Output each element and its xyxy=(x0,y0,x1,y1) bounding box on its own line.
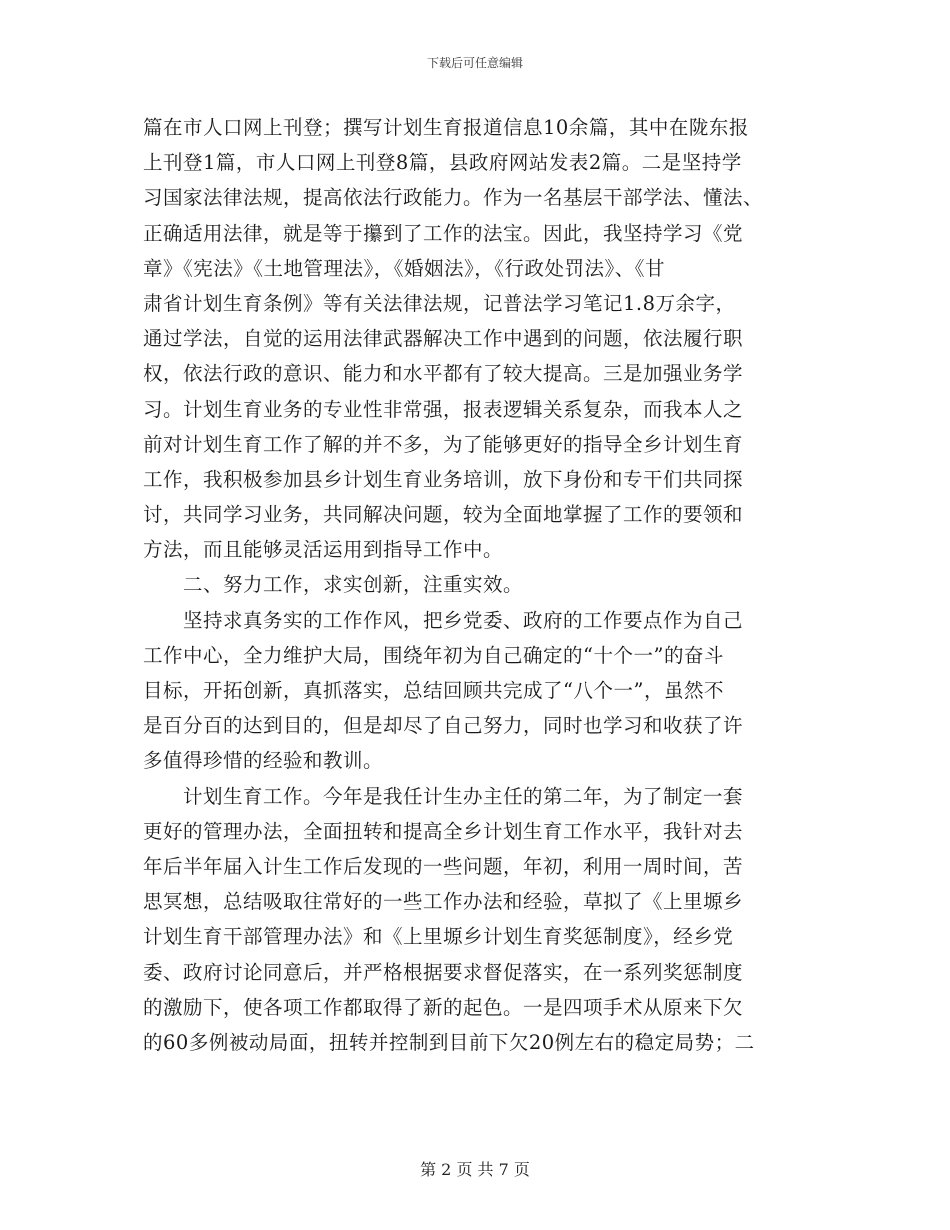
text-line: 习。计划生育业务的专业性非常强，报表逻辑关系复杂，而我本人之 xyxy=(143,397,744,421)
text-line: 的60多例被动局面，扭转并控制到目前下欠20例左右的稳定局势；二 xyxy=(143,1030,755,1054)
text-line: 计划生育干部管理办法》和《上里塬乡计划生育奖惩制度》，经乡党 xyxy=(143,925,734,949)
text-line: 章》《宪法》《土地管理法》，《婚姻法》，《行政处罚法》、《甘 xyxy=(143,256,666,280)
text-line: 方法，而且能够灵活运用到指导工作中。 xyxy=(143,538,504,562)
text-line: 通过学法，自觉的运用法律武器解决工作中遇到的问题，依法履行职 xyxy=(143,327,744,351)
text-line: 讨，共同学习业务，共同解决问题，较为全面地掌握了工作的要领和 xyxy=(143,503,744,527)
page-header: 下载后可任意编辑 xyxy=(426,56,523,70)
text-line: 计划生育工作。今年是我任计生办主任的第二年，为了制定一套 xyxy=(143,784,744,808)
text-line: 年后半年届入计生工作后发现的一些问题，年初，利用一周时间，苦 xyxy=(143,854,744,878)
page-footer: 第 2 页 共 7 页 xyxy=(420,1160,530,1179)
text-line: 委、政府讨论同意后，并严格根据要求督促落实，在一系列奖惩制度 xyxy=(143,960,744,984)
text-line: 的激励下，使各项工作都取得了新的起色。一是四项手术从原来下欠 xyxy=(143,995,744,1019)
document-body xyxy=(143,110,807,1060)
text-line: 肃省计划生育条例》等有关法律法规，记普法学习笔记1.8万余字， xyxy=(143,291,736,315)
text-line: 前对计划生育工作了解的并不多，为了能够更好的指导全乡计划生育 xyxy=(143,432,744,456)
section-heading: 二、努力工作，求实创新，注重实效。 xyxy=(143,573,524,597)
text-line: 思冥想，总结吸取往常好的一些工作办法和经验，草拟了《上里塬乡 xyxy=(143,890,744,914)
text-line: 篇在市人口网上刊登；撰写计划生育报道信息10余篇，其中在陇东报 xyxy=(143,116,749,139)
text-line: 工作，我积极参加县乡计划生育业务培训，放下身份和专干们共同探 xyxy=(143,467,744,491)
text-line: 多值得珍惜的经验和教训。 xyxy=(143,749,384,773)
text-line: 是百分百的达到目的，但是却尽了自己努力，同时也学习和收获了许 xyxy=(143,714,744,738)
text-line: 更好的管理办法，全面扭转和提高全乡计划生育工作水平，我针对去 xyxy=(143,819,744,843)
text-line: 习国家法律法规，提高依法行政能力。作为一名基层干部学法、懂法、 xyxy=(143,186,764,210)
text-line: 上刊登1篇，市人口网上刊登8篇，县政府网站发表2篇。二是坚持学 xyxy=(143,151,742,175)
text-line: 工作中心，全力维护大局，围绕年初为自己确定的“十个一”的奋斗 xyxy=(143,643,724,667)
text-line: 权，依法行政的意识、能力和水平都有了较大提高。三是加强业务学 xyxy=(143,362,744,386)
text-line: 坚持求真务实的工作作风，把乡党委、政府的工作要点作为自己 xyxy=(143,608,744,632)
text-line: 目标，开拓创新，真抓落实，总结回顾共完成了“八个一”，虽然不 xyxy=(143,679,724,702)
text-line: 正确适用法律，就是等于攥到了工作的法宝。因此，我坚持学习《党 xyxy=(143,221,744,245)
